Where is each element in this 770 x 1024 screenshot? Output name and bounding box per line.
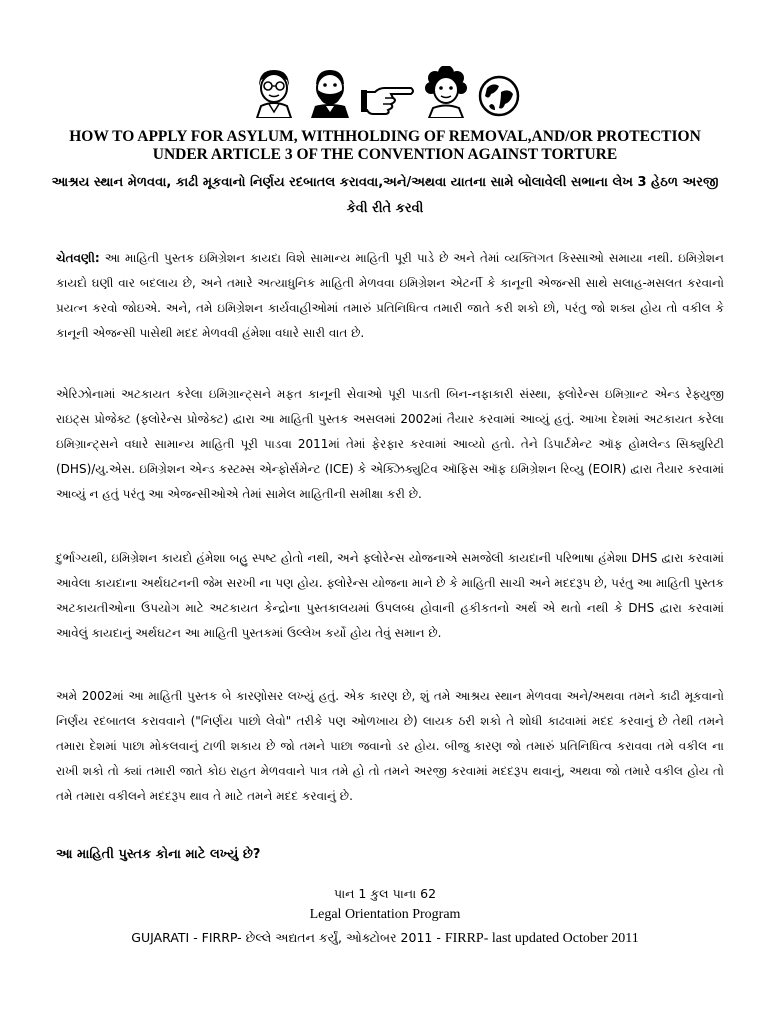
disclaimer-paragraph: દુર્ભાગ્યથી, ઇમિગ્રેશન કાયદો હંમેશા બહુ સ્પષ્ટ હોતો નથી, અને ફ્લોરેન્સ યોજનાએ સમજેલી કાયદાની પરિભાષા હંમેશા DHS દ્વારા કરવામાં આવેલા કાયદાના અર્થઘટનની જેમ સરખી ના પણ હોય. ફ્લોરેન્સ યોજના માને છે કે માહિતી સાચી અને મદદરૂપ છે, પરંતુ આ માહિતી પુસ્તક અટકાયતીઓના ઉપયોગ માટે અટકાયત કેન્દ્રોના પુસ્તકાલયમાં ઉપલબ્ધ હોવાની હકીકતનો અર્થ એ થતો નથી કે DHS દ્વારા કરવામાં આવેલું કાયદાનું અર્થઘટન આ માહિતી પુસ્તકમાં ઉલ્લેખ કર્યો હોય તેવું સમાન છે. — [56, 551, 725, 640]
warning-label: ચેતવણી: — [56, 251, 100, 265]
warning-text: આ માહિતી પુસ્તક ઇમિગ્રેશન કાયદા વિશે સામાન્ય માહિતી પૂરી પાડે છે અને તેમાં વ્યક્તિગત કિસ્સાઓ સમાયા નથી. ઇમિગ્રેશન કાયદો ઘણી વાર બદલાય છે, અને તમારે અત્યાધુનિક માહિતી મેળવવા ઇમિગ્રેશન એટર્ની કે કાનૂની એજન્સી સાથે સલાહ-મસલત કરવાનો પ્રયત્ન કરવો જોઇએ. અને, તમે ઇમિગ્રેશન કાર્યવાહીઓમાં તમારું પ્રતિનિધિત્વ તમારી જાતે કરી શકો છો, પરંતુ જો શક્ય હોય તો વકીલ કે કાનૂની એજન્સી પાસેથી મદદ મેળવવી હંમેશા વધારે સારી વાત છે. — [56, 251, 724, 340]
last-updated-gujarati: GUJARATI - FIRRP- છેલ્લે અદ્યતન કર્યું, ઓક્ટોબર 2011 - — [131, 930, 445, 945]
person-curly-hair-icon — [421, 66, 471, 118]
section-heading: આ માહિતી પુસ્તક કોના માટે લખ્યું છે? — [56, 847, 261, 862]
about-paragraph: એરિઝોનામાં અટકાયત કરેલા ઇમિગ્રાન્ટ્સને મફત કાનૂની સેવાઓ પૂરી પાડતી બિન-નફાકારી સંસ્થા, ફ્લોરેન્સ ઇમિગ્રાન્ટ એન્ડ રેફ્યુજી રાઇટ્સ પ્રોજેક્ટ (ફ્લોરેન્સ પ્રોજેક્ટ) દ્વારા આ માહિતી પુસ્તક અસલમાં 2002માં તૈયાર કરવામાં આવ્યું હતું. આખા દેશમાં અટકાયત કરેલા ઇમિગ્રાન્ટ્સને વધારે સામાન્ય માહિતી પૂરી પાડવા 2011માં તેમાં ફેરફાર કરવામાં આવ્યો હતો. તેને ડિપાર્ટમેન્ટ ઑફ હોમલેન્ડ સિક્યુરિટી (DHS)/યુ.એસ. ઇમિગ્રેશન એન્ડ કસ્ટમ્સ એન્ફોર્સમેન્ટ (ICE) કે એક્ઝિક્યુટિવ ઑફિસ ઑફ ઇમિગ્રેશન રિવ્યુ (EOIR) દ્વારા તૈયાર કરવામાં આવ્યું ન હતું પરંતુ આ એજન્સીઓએ તેમાં સામેલ માહિતીની સમીક્ષા કરી છે. — [56, 387, 724, 501]
last-updated-english: FIRRP- last updated October 2011 — [444, 931, 639, 946]
program-name: Legal Orientation Program — [309, 907, 461, 922]
page-number: પાન 1 કુલ પાના 62 — [333, 886, 437, 901]
warning-paragraph — [56, 246, 724, 346]
last-updated — [0, 928, 770, 949]
person-glasses-icon — [249, 66, 299, 118]
document-title-gujarati: આશ્રય સ્થાન મેળવવા, કાઢી મૂકવાનો નિર્ણય રદબાતલ કરાવવા,અને/અથવા યાતના સામે બોલાવેલી સભાના લેખ 3 હેઠળ અરજી કેવી રીતે કરવી — [51, 175, 719, 216]
pointing-hand-icon — [361, 78, 415, 118]
globe-icon — [477, 74, 521, 118]
person-beard-icon — [305, 66, 355, 118]
purpose-paragraph: અમે 2002માં આ માહિતી પુસ્તક બે કારણોસર લખ્યું હતું. એક કારણ છે, શું તમે આશ્રય સ્થાન મેળવવા અને/અથવા તમને કાઢી મૂકવાનો નિર્ણય રદબાતલ કરાવવાને ("નિર્ણય પાછો લેવો" તરીકે પણ ઓળખાય છે) લાયક ઠરી શકો તે શોધી કાઢવામાં મદદ કરવાનું છે તેથી તમને તમારા દેશમાં પાછા મોકલવાનું ટાળી શકાય છે જો તમને પાછા જવાનો ડર હોય. બીજુ કારણ જો તમારું પ્રતિનિધિત્વ કરાવવા તમે વકીલ ના રાખી શકો તો ક્યાં તમારી જાતે કોઇ રાહત મેળવવાને પાત્ર તમે હો તો તમને અરજી કરવામાં મદદરૂપ થવાનું, અથવા જો તમારે વકીલ હોય તો તમે તમારા વકીલને મદદરૂપ થાવ તે માટે તમને મદદ કરવાનું છે. — [56, 689, 724, 803]
document-title-english: HOW TO APPLY FOR ASYLUM, WITHHOLDING OF REMOVAL,AND/OR PROTECTION UNDER ARTICLE 3 OF THE CONVENTION AGAINST TORTURE — [69, 128, 701, 163]
header-icons — [0, 62, 770, 118]
